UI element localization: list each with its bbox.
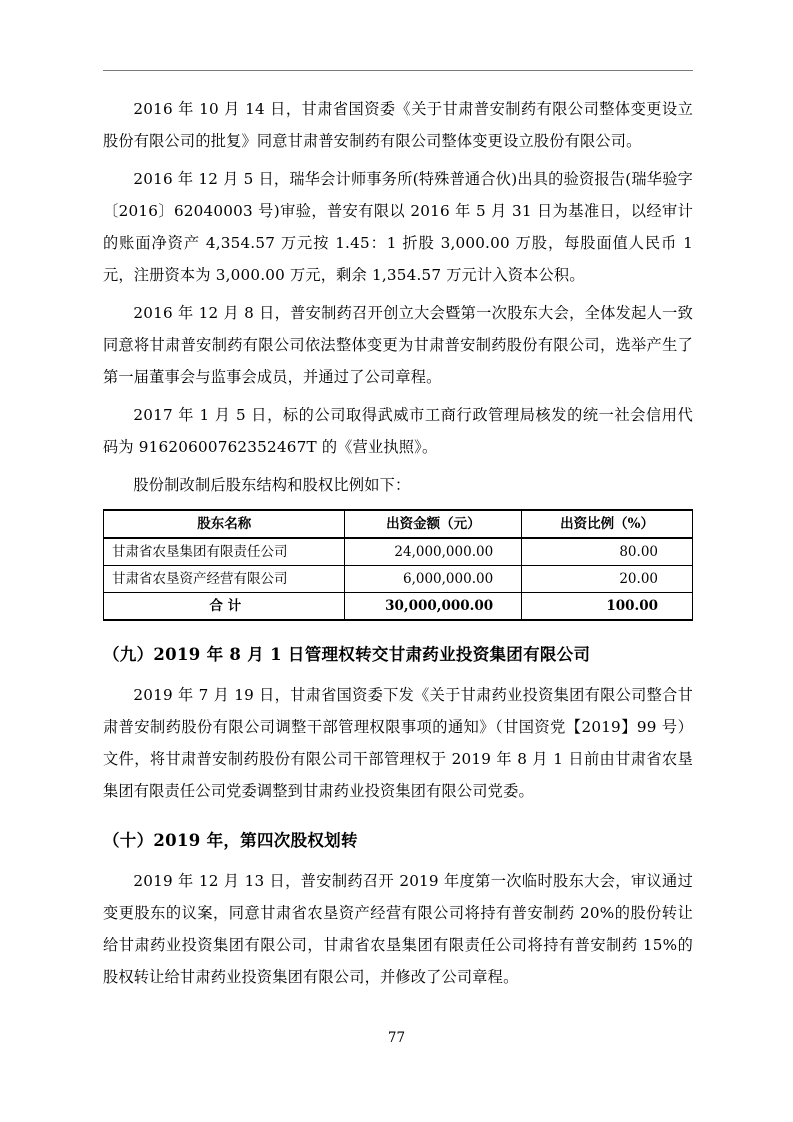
cell-amount: 6,000,000.00 bbox=[345, 566, 522, 593]
paragraph-1: 2016 年 10 月 14 日，甘肃省国资委《关于甘肃普安制药有限公司整体变更设立股份有限公司的批复》同意甘肃普安制药有限公司整体变更设立股份有限公司。 bbox=[103, 100, 693, 150]
paragraph-4: 2017 年 1 月 5 日，标的公司取得武威市工商行政管理局核发的统一社会信用代码为 91620600762352467T 的《营业执照》。 bbox=[103, 406, 693, 456]
page-number: 77 bbox=[387, 1030, 406, 1046]
table-row bbox=[104, 566, 693, 593]
table-header-row bbox=[104, 510, 693, 538]
paragraph-table-intro: 股份制改制后股东结构和股权比例如下： bbox=[133, 476, 411, 494]
cell-shareholder-name: 甘肃省农垦集团有限责任公司 bbox=[104, 538, 345, 566]
column-header-ratio: 出资比例（%） bbox=[522, 510, 693, 538]
cell-total-amount: 30,000,000.00 bbox=[345, 593, 522, 621]
section-nine-paragraph: 2019 年 7 月 19 日，甘肃省国资委下发《关于甘肃药业投资集团有限公司整合甘肃普安制药股份有限公司调整干部管理权限事项的通知》（甘国资党【2019】99 号）文件，将甘肃普安制药股份有限公司干部管理权于 2019 年 8 月 1 日前由甘肃省农垦集团有限责任公司党委调整到甘肃药业投资集团有限公司党委。 bbox=[103, 686, 693, 800]
table-header bbox=[104, 510, 693, 538]
cell-total-ratio: 100.00 bbox=[522, 593, 693, 621]
table-row bbox=[104, 538, 693, 566]
paragraph-2: 2016 年 12 月 5 日，瑞华会计师事务所(特殊普通合伙)出具的验资报告(瑞华验字〔2016〕62040003 号)审验，普安有限以 2016 年 5 月 31 日为基准日，以经审计的账面净资产 4,354.57 万元按 1.45：1 折股 3,000.00 万股，每股面值人民币 1 元，注册资本为 3,000.00 万元，剩余 1,354.57 万元计入资本公积。 bbox=[103, 170, 693, 284]
section-heading-nine: （九）2019 年 8 月 1 日管理权转交甘肃药业投资集团有限公司 bbox=[103, 645, 591, 664]
cell-shareholder-name: 甘肃省农垦资产经营有限公司 bbox=[104, 566, 345, 593]
table-body bbox=[104, 538, 693, 620]
cell-ratio: 80.00 bbox=[522, 538, 693, 566]
column-header-shareholder: 股东名称 bbox=[104, 510, 345, 538]
page-content bbox=[103, 70, 693, 999]
section-ten-paragraph: 2019 年 12 月 13 日，普安制药召开 2019 年度第一次临时股东大会，审议通过变更股东的议案，同意甘肃省农垦资产经营有限公司将持有普安制药 20%的股份转让给甘肃药业投资集团有限公司，甘肃省农垦集团有限责任公司将持有普安制药 15%的股权转让给甘肃药业投资集团有限公司，并修改了公司章程。 bbox=[103, 872, 693, 986]
paragraph-3: 2016 年 12 月 8 日，普安制药召开创立大会暨第一次股东大会，全体发起人一致同意将甘肃普安制药有限公司依法整体变更为甘肃普安制药股份有限公司，选举产生了第一届董事会与监事会成员，并通过了公司章程。 bbox=[103, 304, 693, 386]
top-divider bbox=[103, 70, 693, 71]
shareholder-structure-table bbox=[103, 509, 693, 621]
table-total-row bbox=[104, 593, 693, 621]
cell-amount: 24,000,000.00 bbox=[345, 538, 522, 566]
column-header-amount: 出资金额（元） bbox=[345, 510, 522, 538]
cell-ratio: 20.00 bbox=[522, 566, 693, 593]
section-heading-ten: （十）2019 年，第四次股权划转 bbox=[103, 831, 358, 850]
cell-total-label: 合 计 bbox=[104, 593, 345, 621]
